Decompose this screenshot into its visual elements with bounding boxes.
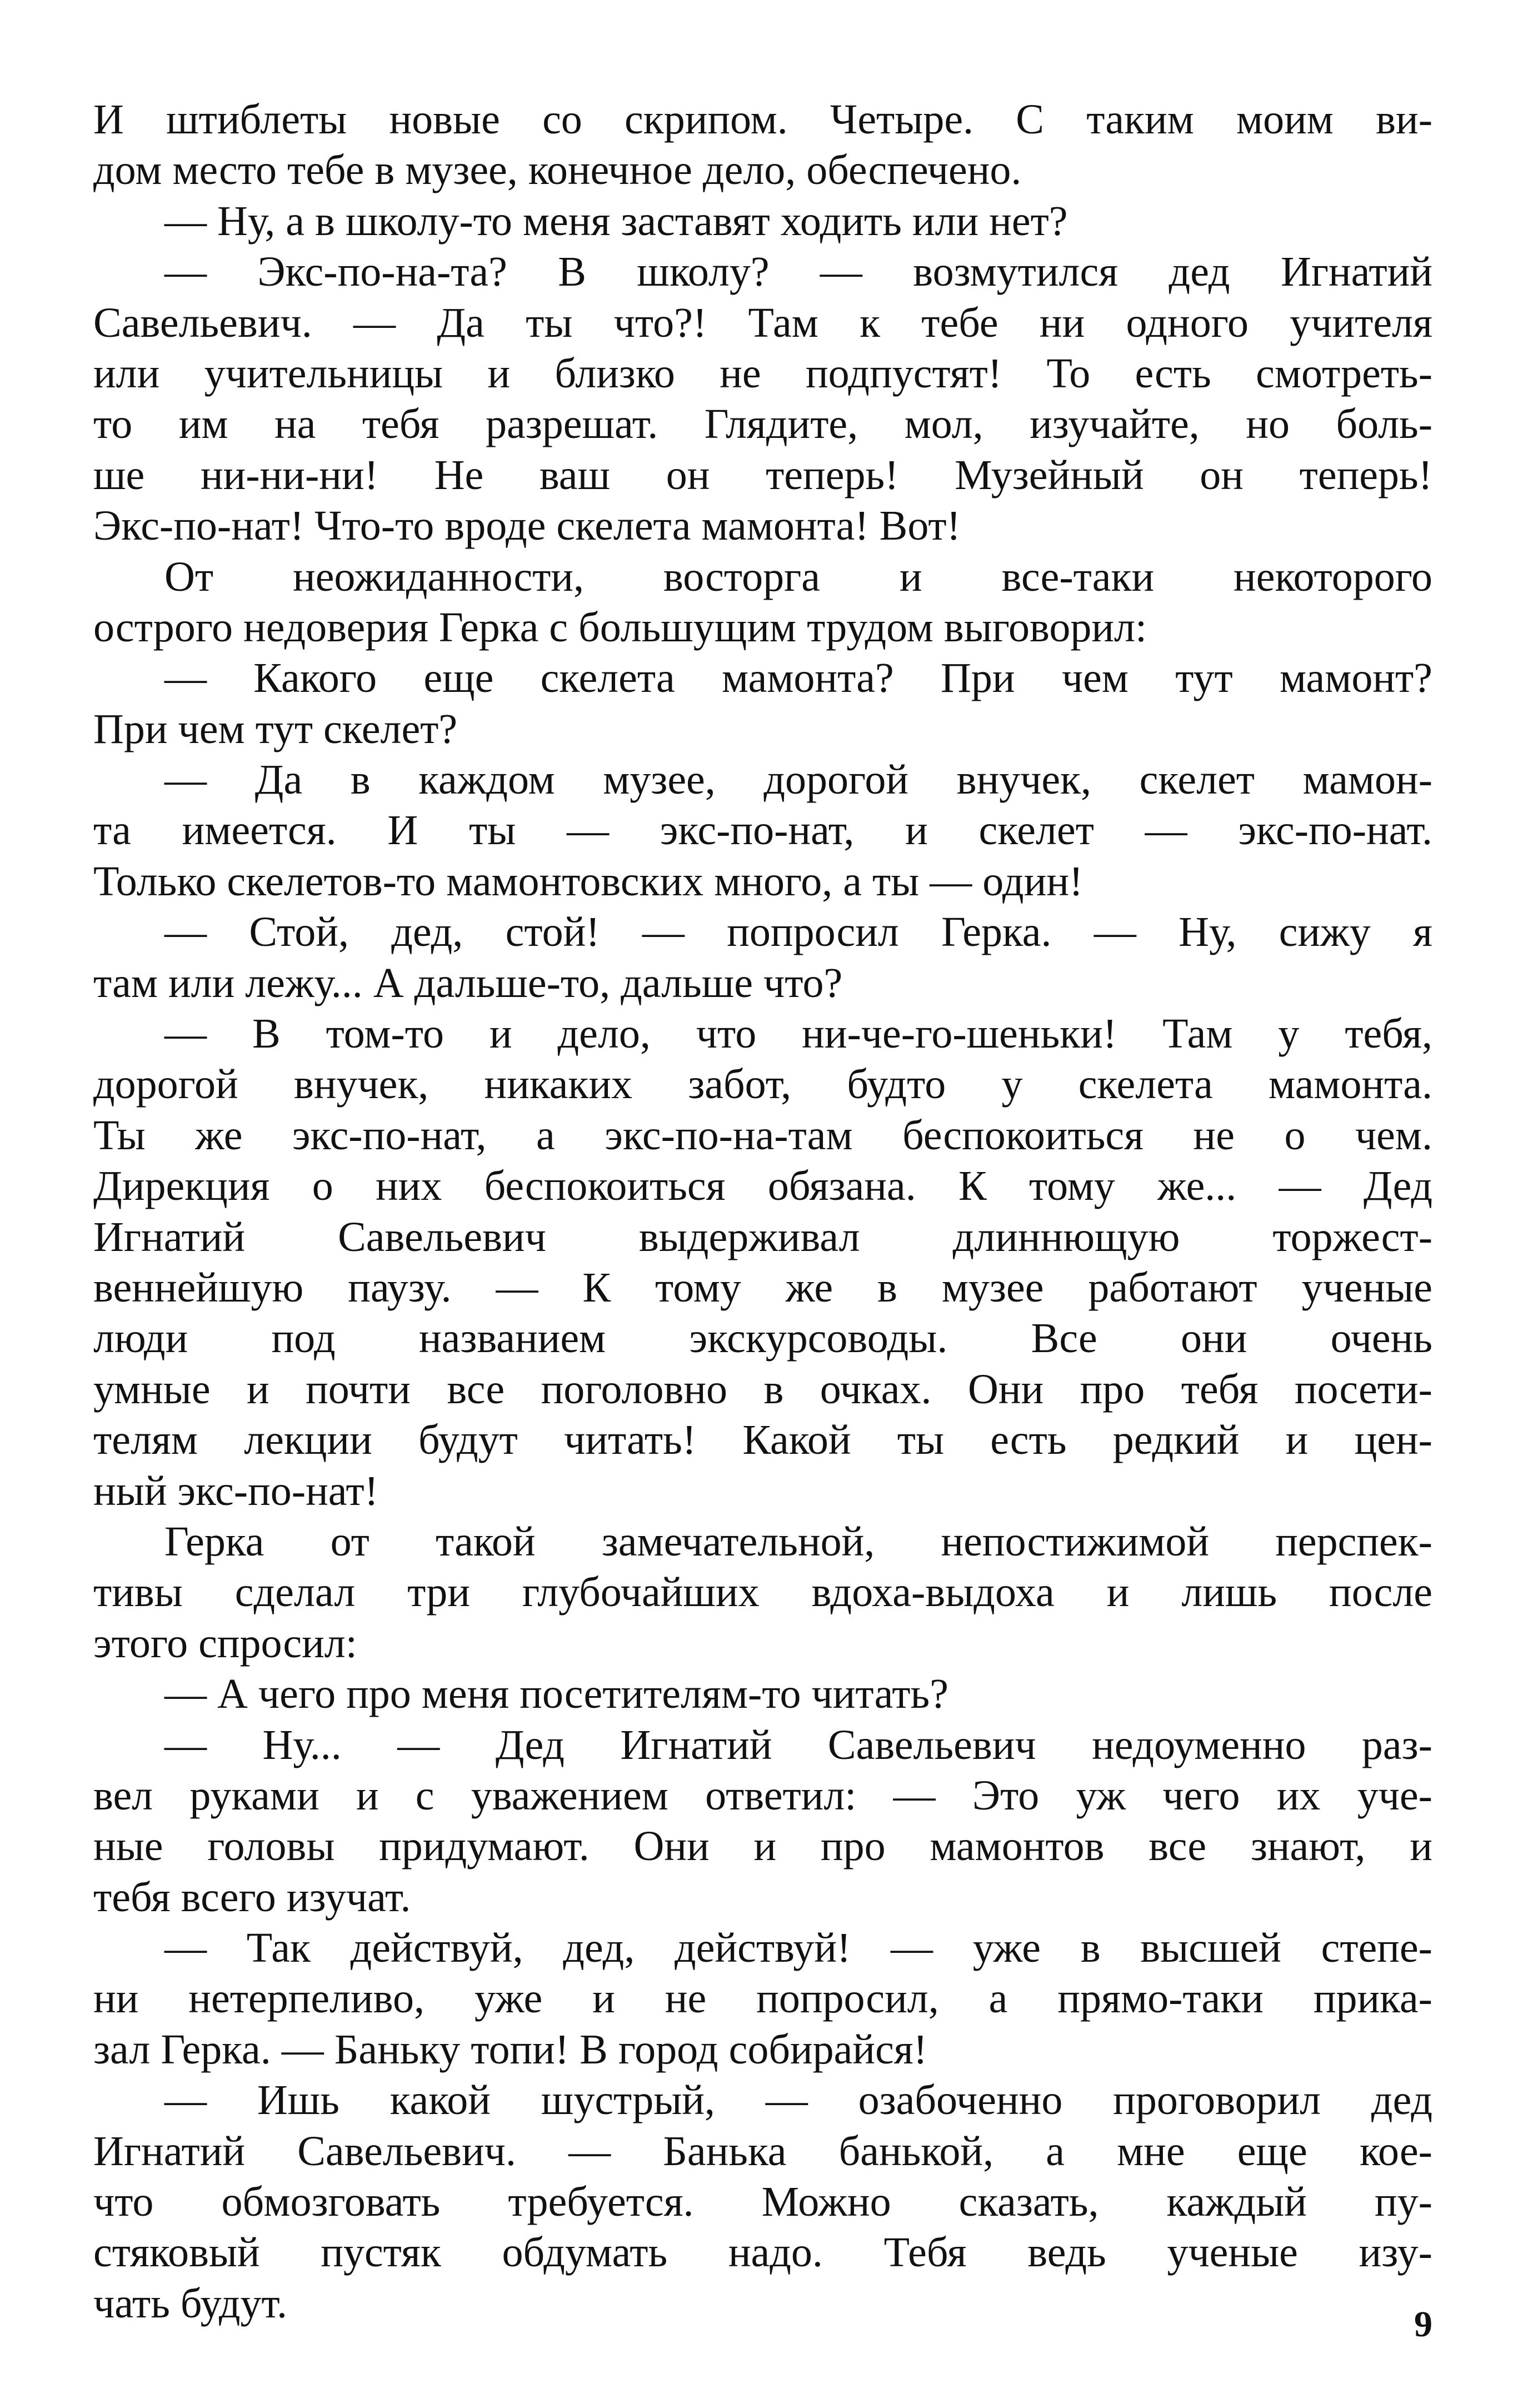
text-line: дорогой внучек, никаких забот, будто у скелета мамонта.: [93, 1061, 1432, 1108]
text-line: ни нетерпеливо, уже и не попросил, а прямо-таки прика-: [93, 1975, 1432, 2022]
text-line: там или лежу... А дальше-то, дальше что?: [93, 959, 843, 1006]
text-line: веннейшую паузу. — К тому же в музее работают ученые: [93, 1264, 1432, 1311]
text-line: — Да в каждом музее, дорогой внучек, скелет мамон-: [164, 756, 1432, 804]
text-line: стяковый пустяк обдумать надо. Тебя ведь ученые изу-: [93, 2229, 1432, 2276]
text-line: Герка от такой замечательной, непостижимой перспек-: [164, 1518, 1432, 1565]
text-line: — Так действуй, дед, действуй! — уже в высшей степе-: [164, 1925, 1432, 1972]
text-line: Дирекция о них беспокоиться обязана. К тому же... — Дед: [93, 1163, 1432, 1210]
text-line: — Ну, а в школу-то меня заставят ходить или нет?: [164, 197, 1068, 245]
text-line: та имеется. И ты — экс-по-нат, и скелет — экс-по-нат.: [93, 807, 1432, 854]
body-text: [93, 94, 1432, 2329]
text-line: Игнатий Савельевич выдерживал длиннющую торжест-: [93, 1213, 1432, 1260]
text-line: Ты же экс-по-нат, а экс-по-на-там беспокоиться не о чем.: [93, 1111, 1432, 1159]
text-line: При чем тут скелет?: [93, 705, 458, 752]
text-line: — Ну... — Дед Игнатий Савельевич недоуменно раз-: [164, 1721, 1432, 1768]
text-line: Игнатий Савельевич. — Банька банькой, а мне еще кое-: [93, 2127, 1432, 2175]
text-line: то им на тебя разрешат. Глядите, мол, изучайте, но боль-: [93, 401, 1432, 448]
text-line: ные головы придумают. Они и про мамонтов все знают, и: [93, 1823, 1432, 1870]
page-number: 9: [1414, 2304, 1432, 2345]
text-line: острого недоверия Герка с большущим трудом выговорил:: [93, 604, 1147, 651]
text-line: — Стой, дед, стой! — попросил Герка. — Ну, сижу я: [164, 909, 1432, 956]
text-line: телям лекции будут читать! Какой ты есть редкий и цен-: [93, 1417, 1432, 1464]
text-line: Экс-по-нат! Что-то вроде скелета мамонта! Вот!: [93, 502, 961, 550]
text-line: зал Герка. — Баньку топи! В город собирайся!: [93, 2026, 928, 2073]
text-line: вел руками и с уважением ответил: — Это уж чего их уче-: [93, 1772, 1432, 1819]
text-line: что обмозговать требуется. Можно сказать, каждый пу-: [93, 2178, 1432, 2226]
text-line: — Ишь какой шустрый, — озабоченно проговорил дед: [164, 2077, 1432, 2124]
text-line: ше ни-ни-ни! Не ваш он теперь! Музейный он теперь!: [93, 451, 1432, 498]
text-line: — Какого еще скелета мамонта? При чем тут мамонт?: [164, 655, 1432, 702]
text-line: или учительницы и близко не подпустят! То есть смотреть-: [93, 350, 1432, 397]
text-line: И штиблеты новые со скрипом. Четыре. С таким моим ви-: [93, 96, 1432, 143]
text-line: — В том-то и дело, что ни-че-го-шеньки! Там у тебя,: [164, 1010, 1432, 1058]
text-line: тебя всего изучат.: [93, 1873, 411, 1921]
text-line: ный экс-по-нат!: [93, 1467, 379, 1514]
text-line: этого спросил:: [93, 1619, 357, 1667]
text-line: дом место тебе в музее, конечное дело, обеспечено.: [93, 147, 1022, 194]
text-line: Только скелетов-то мамонтовских много, а ты — один!: [93, 857, 1083, 905]
text-line: — Экс-по-на-та? В школу? — возмутился дед Игнатий: [164, 248, 1432, 296]
text-line: Савельевич. — Да ты что?! Там к тебе ни одного учителя: [93, 299, 1432, 346]
text-line: — А чего про меня посетителям-то читать?: [164, 1671, 948, 1718]
text-line: тивы сделал три глубочайших вдоха-выдоха и лишь после: [93, 1569, 1432, 1616]
text-line: умные и почти все поголовно в очках. Они про тебя посети-: [93, 1365, 1432, 1413]
text-line: люди под названием экскурсоводы. Все они очень: [93, 1315, 1432, 1362]
text-line: От неожиданности, восторга и все-таки некоторого: [164, 553, 1432, 600]
text-line: чать будут.: [93, 2280, 288, 2327]
